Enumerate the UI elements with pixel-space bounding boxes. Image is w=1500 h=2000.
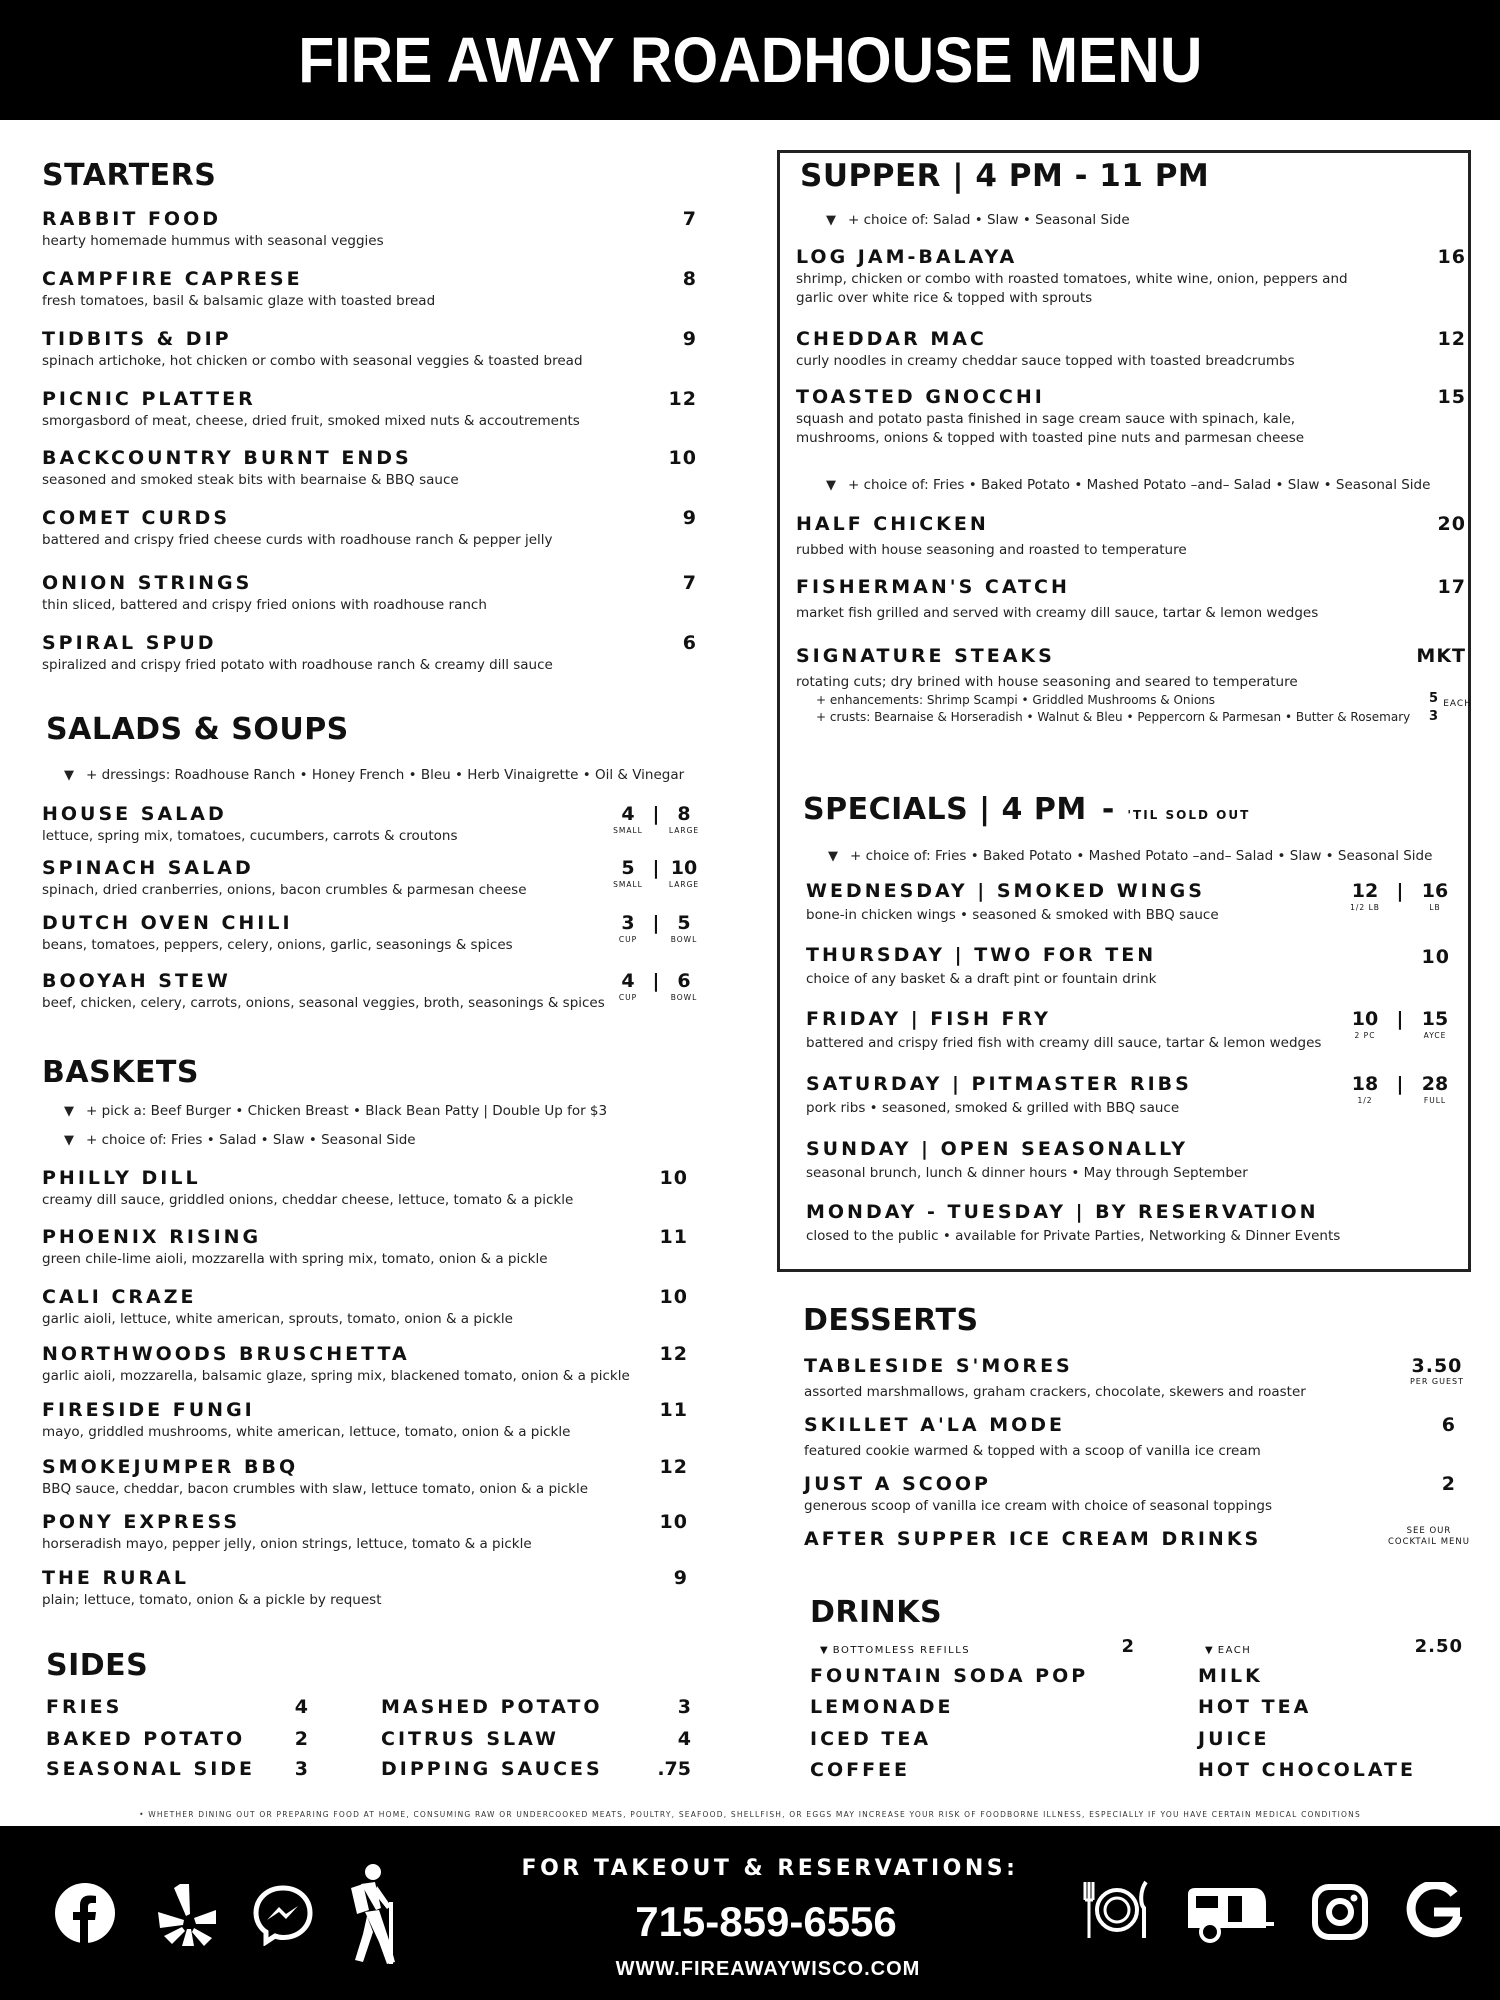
list-item [806, 1201, 1460, 1261]
list-item [42, 1286, 688, 1343]
item-name: SKILLET A'LA MODE [804, 1414, 1066, 1436]
baskets-note-1 [64, 1103, 607, 1119]
enhancements-price: 5 [1428, 691, 1438, 706]
price-divider: | [652, 912, 660, 934]
item-desc: thin sliced, battered and crispy fried onions with roadhouse ranch [42, 597, 487, 613]
side-name: DIPPING SAUCES [381, 1758, 603, 1780]
list-item [42, 1343, 688, 1399]
supper-note-1 [826, 212, 1130, 228]
salads-title: SALADS & SOUPS [46, 712, 349, 747]
crusts-price: 3 [1428, 709, 1438, 724]
item-name: ONION STRINGS [42, 572, 253, 594]
side-price: 4 [294, 1696, 308, 1718]
item-price: 6 [682, 632, 697, 654]
list-item [42, 328, 697, 388]
list-item [42, 912, 705, 970]
price-divider: | [1396, 1073, 1404, 1095]
item-desc: market fish grilled and served with creamy dill sauce, tartar & lemon wedges [796, 605, 1319, 621]
specials-note-text: + choice of: Fries • Baked Potato • Mashed Potato –and– Salad • Slaw • Seasonal Side [850, 848, 1433, 864]
drinks-left-price: 2 [1121, 1636, 1134, 1657]
note-line: SEE OUR [1406, 1526, 1452, 1536]
drink-item: COFFEE [810, 1759, 911, 1781]
size-label: SMALL [613, 880, 643, 889]
list-item [42, 388, 697, 447]
drinks-right-price: 2.50 [1414, 1636, 1463, 1657]
price-divider: | [1396, 1008, 1404, 1030]
list-item [42, 803, 705, 857]
price-option-1: 18 [1351, 1073, 1379, 1095]
list-item [806, 1008, 1460, 1073]
list-item [42, 268, 697, 328]
item-desc: green chile-lime aioli, mozzarella with spring mix, tomato, onion & a pickle [42, 1251, 548, 1267]
list-item [42, 970, 705, 1025]
item-desc: rotating cuts; dry brined with house seasoning and seared to temperature [796, 674, 1298, 690]
list-item [42, 572, 697, 632]
item-name: BACKCOUNTRY BURNT ENDS [42, 447, 412, 469]
item-price-pair [1340, 880, 1460, 912]
item-desc: horseradish mayo, pepper jelly, onion strings, lettuce, tomato & a pickle [42, 1536, 532, 1552]
website-link[interactable]: WWW.FIREAWAYWISCO.COM [615, 1958, 921, 1980]
supper-note-text: + choice of: Fries • Baked Potato • Mashed Potato –and– Salad • Slaw • Seasonal Side [848, 477, 1431, 493]
item-price-pair [607, 912, 705, 944]
item-name: SPIRAL SPUD [42, 632, 217, 654]
price-large: 5 [677, 912, 691, 934]
list-item [42, 507, 697, 572]
triangle-down-icon: ▼ [64, 1104, 74, 1119]
price-option-2: 15 [1421, 1008, 1449, 1030]
item-price: 10 [668, 447, 697, 469]
baskets-note-text: + choice of: Fries • Salad • Slaw • Seasonal Side [86, 1132, 416, 1148]
list-item [806, 1138, 1460, 1201]
baskets-list [42, 1167, 688, 1622]
item-name: PHILLY DILL [42, 1167, 201, 1189]
option-label: 1/2 LB [1350, 903, 1380, 912]
item-price: 12 [1437, 328, 1466, 350]
price-small: 3 [621, 912, 635, 934]
drinks-right-list [1198, 1665, 1468, 1790]
item-price-pair [1340, 1008, 1460, 1040]
refills-note: BOTTOMLESS REFILLS [832, 1645, 971, 1656]
item-price: 12 [668, 388, 697, 410]
item-price: 9 [673, 1567, 688, 1589]
item-price: MKT [1416, 645, 1466, 667]
side-price: 4 [677, 1728, 691, 1750]
sides-section [46, 1648, 148, 1683]
item-name: JUST A SCOOP [804, 1473, 991, 1495]
side-name: CITRUS SLAW [381, 1728, 559, 1750]
item-name: THURSDAY | TWO FOR TEN [806, 944, 1157, 966]
price-unit: PER GUEST [1409, 1377, 1464, 1386]
price-option-1: 12 [1351, 880, 1379, 902]
item-name: SPINACH SALAD [42, 857, 254, 879]
item-name: SATURDAY | PITMASTER RIBS [806, 1073, 1192, 1095]
item-name: AFTER SUPPER ICE CREAM DRINKS [804, 1528, 1262, 1550]
phone-number[interactable]: 715-859-6556 [635, 1898, 897, 1945]
item-desc: beans, tomatoes, peppers, celery, onions, garlic, seasonings & spices [42, 937, 513, 953]
item-name: HALF CHICKEN [796, 513, 989, 535]
item-desc: shrimp, chicken or combo with roasted tomatoes, white wine, onion, peppers and [796, 271, 1348, 287]
list-item [42, 1567, 688, 1622]
item-price: 11 [659, 1399, 688, 1421]
item-price: 7 [682, 572, 697, 594]
crusts-text: + crusts: Bearnaise & Horseradish • Walnut & Bleu • Peppercorn & Parmesan • Butter & Rosemary [816, 709, 1411, 724]
item-desc: spiralized and crispy fried potato with roadhouse ranch & creamy dill sauce [42, 657, 553, 673]
hiker-icon [343, 1862, 413, 1966]
desserts-list [804, 1355, 1470, 1568]
item-price: 10 [659, 1286, 688, 1308]
specials-title: SPECIALS | 4 PM [803, 792, 1087, 827]
price-divider: | [1396, 880, 1404, 902]
list-item [796, 386, 1466, 466]
each-note: EACH [1217, 1645, 1252, 1656]
sides-left-list [46, 1696, 308, 1796]
drink-item: HOT CHOCOLATE [1198, 1759, 1416, 1781]
drink-item: LEMONADE [810, 1696, 954, 1718]
messenger-icon[interactable] [252, 1884, 314, 1946]
supper-section [800, 158, 1209, 194]
price-value: 3.50 [1411, 1355, 1463, 1377]
drink-item: FOUNTAIN SODA POP [810, 1665, 1089, 1687]
drink-item: ICED TEA [810, 1728, 932, 1750]
starters-title: STARTERS [42, 158, 217, 193]
option-label: 2 PC [1354, 1031, 1376, 1040]
item-name: FIRESIDE FUNGI [42, 1399, 255, 1421]
item-price: 7 [682, 208, 697, 230]
side-name: BAKED POTATO [46, 1728, 246, 1750]
item-desc: seasoned and smoked steak bits with bearnaise & BBQ sauce [42, 472, 459, 488]
side-name: MASHED POTATO [381, 1696, 603, 1718]
price-option-2: 28 [1421, 1073, 1449, 1095]
starters-list [42, 208, 697, 692]
item-name: CHEDDAR MAC [796, 328, 987, 350]
yelp-icon[interactable] [156, 1882, 218, 1948]
item-desc: BBQ sauce, cheddar, bacon crumbles with slaw, lettuce tomato, onion & a pickle [42, 1481, 589, 1497]
sides-right-list [381, 1696, 691, 1796]
menu-header [0, 0, 1500, 120]
item-price-pair [607, 970, 705, 1002]
item-price [1410, 1355, 1464, 1386]
item-desc: hearty homemade hummus with seasonal veggies [42, 233, 384, 249]
triangle-down-icon: ▼ [64, 1133, 74, 1148]
list-item [42, 857, 705, 912]
salads-section [46, 712, 349, 747]
price-divider: | [652, 803, 660, 825]
item-name: HOUSE SALAD [42, 803, 227, 825]
side-name: FRIES [46, 1696, 123, 1718]
triangle-down-icon: ▼ [826, 478, 836, 493]
drink-item: JUICE [1198, 1728, 1270, 1750]
item-name: BOOYAH STEW [42, 970, 231, 992]
item-price: 17 [1437, 576, 1466, 598]
list-item [42, 1226, 688, 1286]
side-name: SEASONAL SIDE [46, 1758, 256, 1780]
item-name: LOG JAM-BALAYA [796, 246, 1018, 268]
size-label: BOWL [670, 935, 698, 944]
item-price: 9 [682, 507, 697, 529]
option-label: FULL [1423, 1096, 1447, 1105]
item-price: 11 [659, 1226, 688, 1248]
price-large: 6 [677, 970, 691, 992]
item-desc: seasonal brunch, lunch & dinner hours • May through September [806, 1165, 1248, 1181]
item-name: SIGNATURE STEAKS [796, 645, 1055, 667]
item-desc: plain; lettuce, tomato, onion & a pickle by request [42, 1592, 382, 1608]
size-label: SMALL [613, 826, 643, 835]
item-name: NORTHWOODS BRUSCHETTA [42, 1343, 410, 1365]
cocktail-menu-note [1388, 1526, 1470, 1548]
list-item [796, 513, 1466, 576]
side-price: 2 [294, 1728, 308, 1750]
item-desc: spinach artichoke, hot chicken or combo with seasonal veggies & toasted bread [42, 353, 583, 369]
supper-title: SUPPER | 4 PM - 11 PM [800, 158, 1210, 194]
item-desc: mayo, griddled mushrooms, white american, lettuce, tomato, onion & a pickle [42, 1424, 571, 1440]
dining-icon [1082, 1878, 1152, 1942]
drinks-right-header [1205, 1638, 1463, 1658]
item-name: SUNDAY | OPEN SEASONALLY [806, 1138, 1188, 1160]
item-desc: choice of any basket & a draft pint or fountain drink [806, 971, 1157, 987]
item-desc: creamy dill sauce, griddled onions, cheddar cheese, lettuce, tomato & a pickle [42, 1192, 574, 1208]
list-item [796, 576, 1466, 645]
footer-bar [0, 1826, 1500, 2000]
supper-note-2 [826, 477, 1430, 493]
size-label: LARGE [668, 826, 700, 835]
triangle-down-icon: ▼ [826, 213, 836, 228]
item-desc-line2: mushrooms, onions & topped with toasted pine nuts and parmesan cheese [796, 429, 1305, 446]
list-item [796, 328, 1466, 386]
supper-list-2 [796, 513, 1472, 729]
drink-item: MILK [1198, 1665, 1263, 1687]
google-icon[interactable] [1404, 1882, 1464, 1942]
item-price: 8 [682, 268, 697, 290]
item-price: 6 [1441, 1414, 1456, 1436]
item-price-pair [607, 803, 705, 835]
item-desc: closed to the public • available for Private Parties, Networking & Dinner Events [806, 1228, 1341, 1244]
price-small: 4 [621, 803, 635, 825]
dressings-note [64, 767, 684, 783]
item-name: WEDNESDAY | SMOKED WINGS [806, 880, 1205, 902]
item-desc: featured cookie warmed & topped with a scoop of vanilla ice cream [804, 1443, 1261, 1459]
list-item [804, 1473, 1464, 1528]
item-price: 10 [659, 1167, 688, 1189]
list-item [806, 1073, 1460, 1138]
item-price: 16 [1437, 246, 1466, 268]
item-name: COMET CURDS [42, 507, 231, 529]
specials-sold-out: 'TIL SOLD OUT [1127, 808, 1251, 822]
item-desc: pork ribs • seasoned, smoked & grilled with BBQ sauce [806, 1100, 1180, 1116]
item-desc: squash and potato pasta finished in sage cream sauce with spinach, kale, [796, 411, 1296, 427]
item-price: 10 [1421, 946, 1450, 968]
item-desc: smorgasbord of meat, cheese, dried fruit, smoked mixed nuts & accoutrements [42, 413, 580, 429]
list-item [42, 1167, 688, 1226]
starters-section [42, 158, 697, 193]
side-price: 3 [294, 1758, 308, 1780]
item-desc-line2: garlic over white rice & topped with sprouts [796, 289, 1093, 306]
item-price-pair [1340, 1073, 1460, 1105]
sides-title: SIDES [46, 1648, 149, 1683]
item-desc: battered and crispy fried fish with creamy dill sauce, tartar & lemon wedges [806, 1035, 1322, 1051]
drinks-left-header [820, 1638, 1134, 1658]
price-small: 5 [621, 857, 635, 879]
dressings-text: + dressings: Roadhouse Ranch • Honey French • Bleu • Herb Vinaigrette • Oil & Vinegar [86, 767, 685, 783]
supper-list-1 [796, 246, 1466, 466]
food-safety-disclaimer: • WHETHER DINING OUT OR PREPARING FOOD AT HOME, CONSUMING RAW OR UNDERCOOKED MEATS, POULTRY, SEAFOOD, SHELLFISH, OR EGGS MAY INCREASE YOUR RISK OF FOODBORNE ILLNESS, ESPECIALLY IF YOU HAVE CERTAIN MEDICAL CONDITIONS [139, 1810, 1361, 1819]
list-item [796, 645, 1472, 729]
item-name: CAMPFIRE CAPRESE [42, 268, 303, 290]
supper-note-text: + choice of: Salad • Slaw • Seasonal Side [848, 212, 1130, 228]
item-name: PHOENIX RISING [42, 1226, 262, 1248]
baskets-title: BASKETS [42, 1055, 200, 1090]
size-label: BOWL [670, 993, 698, 1002]
list-item [806, 880, 1460, 944]
item-price: 9 [682, 328, 697, 350]
desserts-title: DESSERTS [803, 1303, 979, 1338]
price-large: 8 [677, 803, 691, 825]
side-price: .75 [657, 1758, 691, 1780]
item-desc: bone-in chicken wings • seasoned & smoked with BBQ sauce [806, 907, 1219, 923]
size-label: CUP [618, 993, 638, 1002]
specials-title-dash: - [1101, 792, 1115, 827]
item-name: FISHERMAN'S CATCH [796, 576, 1070, 598]
size-label: CUP [618, 935, 638, 944]
specials-section [803, 792, 1250, 827]
list-item [804, 1414, 1464, 1473]
item-price: 10 [659, 1511, 688, 1533]
item-desc: garlic aioli, lettuce, white american, sprouts, tomato, onion & a pickle [42, 1311, 513, 1327]
triangle-down-icon: ▼ [1205, 1645, 1213, 1656]
salads-list [42, 803, 705, 1025]
item-price: 2 [1441, 1473, 1456, 1495]
price-option-1: 10 [1351, 1008, 1379, 1030]
desserts-section [803, 1303, 979, 1338]
item-desc: assorted marshmallows, graham crackers, chocolate, skewers and roaster [804, 1384, 1306, 1400]
size-label: LARGE [668, 880, 700, 889]
item-price: 20 [1437, 513, 1466, 535]
item-desc: lettuce, spring mix, tomatoes, cucumbers, carrots & croutons [42, 828, 458, 844]
item-name: PONY EXPRESS [42, 1511, 241, 1533]
item-desc: rubbed with house seasoning and roasted to temperature [796, 542, 1187, 558]
specials-note [828, 848, 1432, 864]
item-name: TOASTED GNOCCHI [796, 386, 1045, 408]
item-name: MONDAY - TUESDAY | BY RESERVATION [806, 1201, 1319, 1223]
drinks-title: DRINKS [810, 1595, 943, 1630]
baskets-note-2 [64, 1132, 416, 1148]
list-item [42, 1399, 688, 1456]
instagram-icon[interactable] [1312, 1884, 1368, 1940]
item-name: THE RURAL [42, 1567, 189, 1589]
price-option-2: 16 [1421, 880, 1449, 902]
enhancements-text: + enhancements: Shrimp Scampi • Griddled Mushrooms & Onions [816, 692, 1216, 707]
list-item [42, 1456, 688, 1511]
item-desc: spinach, dried cranberries, onions, bacon crumbles & parmesan cheese [42, 882, 527, 898]
item-price: 12 [659, 1456, 688, 1478]
drink-item: HOT TEA [1198, 1696, 1312, 1718]
option-label: LB [1429, 903, 1441, 912]
baskets-note-text: + pick a: Beef Burger • Chicken Breast • Black Bean Patty | Double Up for $3 [86, 1103, 608, 1119]
list-item [42, 447, 697, 507]
camper-icon [1184, 1884, 1274, 1944]
note-line: COCKTAIL MENU [1387, 1537, 1470, 1548]
item-desc: generous scoop of vanilla ice cream with choice of seasonal toppings [804, 1498, 1272, 1514]
item-desc: beef, chicken, celery, carrots, onions, seasonal veggies, broth, seasonings & spices [42, 995, 605, 1011]
item-name: CALI CRAZE [42, 1286, 197, 1308]
menu-title: FIRE AWAY ROADHOUSE MENU [297, 24, 1203, 96]
drinks-left-list [810, 1665, 1160, 1790]
list-item [796, 246, 1466, 328]
price-divider: | [652, 970, 660, 992]
baskets-section [42, 1055, 199, 1090]
list-item [806, 944, 1460, 1008]
item-name: SMOKEJUMPER BBQ [42, 1456, 299, 1478]
item-desc: curly noodles in creamy cheddar sauce topped with toasted breadcrumbs [796, 353, 1295, 369]
price-divider: | [652, 857, 660, 879]
triangle-down-icon: ▼ [820, 1645, 828, 1656]
item-desc: garlic aioli, mozzarella, balsamic glaze, spring mix, blackened tomato, onion & a pickle [42, 1368, 630, 1384]
specials-list [806, 880, 1460, 1261]
drinks-section [810, 1595, 942, 1630]
side-price: 3 [677, 1696, 691, 1718]
item-name: TIDBITS & DIP [42, 328, 232, 350]
item-desc: battered and crispy fried cheese curds with roadhouse ranch & pepper jelly [42, 532, 553, 548]
item-price-pair [607, 857, 705, 889]
item-desc: fresh tomatoes, basil & balsamic glaze with toasted bread [42, 293, 436, 309]
list-item [42, 632, 697, 692]
item-name: PICNIC PLATTER [42, 388, 256, 410]
item-name: DUTCH OVEN CHILI [42, 912, 293, 934]
list-item [42, 208, 697, 268]
triangle-down-icon: ▼ [828, 849, 838, 864]
facebook-icon[interactable] [54, 1882, 116, 1944]
each-label: EACH [1443, 699, 1472, 709]
takeout-label: FOR TAKEOUT & RESERVATIONS: [521, 1856, 1019, 1881]
item-name: FRIDAY | FISH FRY [806, 1008, 1051, 1030]
list-item [804, 1355, 1464, 1414]
item-name: TABLESIDE S'MORES [804, 1355, 1073, 1377]
item-name: RABBIT FOOD [42, 208, 221, 230]
option-label: 1/2 [1357, 1096, 1373, 1105]
price-small: 4 [621, 970, 635, 992]
list-item [804, 1526, 1470, 1568]
triangle-down-icon: ▼ [64, 768, 74, 783]
option-label: AYCE [1423, 1031, 1447, 1040]
item-price: 12 [659, 1343, 688, 1365]
price-large: 10 [670, 857, 698, 879]
list-item [42, 1511, 688, 1567]
item-price: 15 [1437, 386, 1466, 408]
